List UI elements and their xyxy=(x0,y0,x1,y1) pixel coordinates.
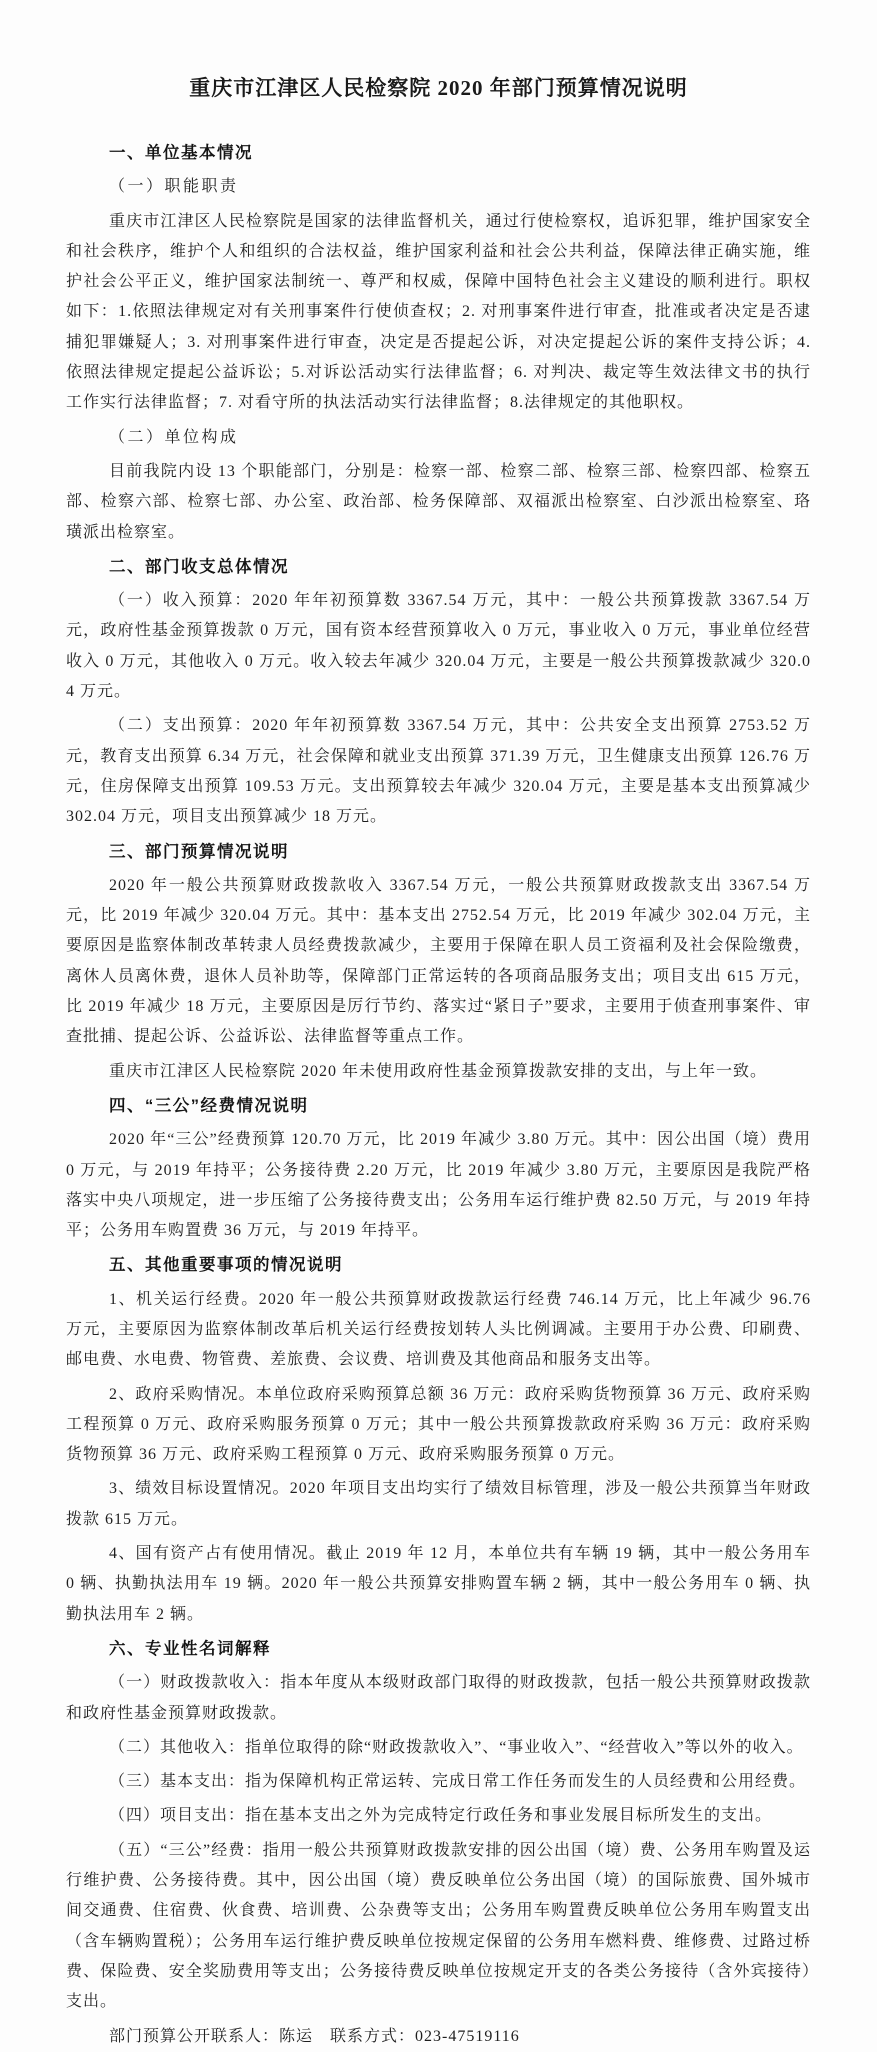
paragraph: 重庆市江津区人民检察院 2020 年未使用政府性基金预算拨款安排的支出，与上年一致。 xyxy=(109,1062,768,1080)
paragraph: （二）其他收入：指单位取得的除“财政拨款收入”、“事业收入”、“经营收入”等以外的收入。 xyxy=(109,1738,804,1756)
paragraph: 2020 年“三公”经费预算 120.70 万元，比 2019 年减少 3.80 万元。其中：因公出国（境）费用 0 万元，与 2019 年持平；公务接待费 2.20 万元，比 2019 年减少 3.80 万元，主要原因是我院严格落实中央八项规定，进一步压缩了公务接待费支出；公务用车运行维护费 82.50 万元，与 2019 年持平；公务用车购置费 36 万元，与 2019 年持平。 xyxy=(66,1131,811,1240)
paragraph: 2020 年一般公共预算财政拨款收入 3367.54 万元，一般公共预算财政拨款支出 3367.54 万元，比 2019 年减少 320.04 万元。其中：基本支出 2752.54 万元，比 2019 年减少 302.04 万元，主要原因是监察体制改革转隶人员经费拨款减少，主要用于保障在职人员工资福利及社会保险缴费，离休人员离休费，退休人员补助等，保障部门正常运转的各项商品服务支出；项目支出 615 万元，比 2019 年减少 18 万元，主要原因是厉行节约、落实过“紧日子”要求，主要用于侦查刑事案件、审查批捕、提起公诉、公益诉讼、法律监督等重点工作。 xyxy=(66,876,811,1046)
paragraph: （一）收入预算：2020 年年初预算数 3367.54 万元，其中：一般公共预算拨款 3367.54 万元，政府性基金预算拨款 0 万元，国有资本经营预算收入 0 万元，事业收入 0 万元，事业单位经营收入 0 万元，其他收入 0 万元。收入较去年减少 320.04 万元，主要是一般公共预算拨款减少 320.04 万元。 xyxy=(66,592,811,701)
paragraph: （一）财政拨款收入：指本年度从本级财政部门取得的财政拨款，包括一般公共预算财政拨款和政府性基金预算财政拨款。 xyxy=(66,1674,811,1722)
document-body xyxy=(66,138,811,2052)
paragraph: 2、政府采购情况。本单位政府采购预算总额 36 万元：政府采购货物预算 36 万元、政府采购工程预算 0 万元、政府采购服务预算 0 万元；其中一般公共预算拨款政府采购 36 万元：政府采购货物预算 36 万元、政府采购工程预算 0 万元、政府采购服务预算 0 万元。 xyxy=(66,1385,811,1464)
paragraph: （四）项目支出：指在基本支出之外为完成特定行政任务和事业发展目标所发生的支出。 xyxy=(109,1807,773,1825)
paragraph: 1、机关运行经费。2020 年一般公共预算财政拨款运行经费 746.14 万元，比上年减少 96.76 万元，主要原因为监察体制改革后机关运行经费按划转人头比例调减。主要用于办公费、印刷费、邮电费、水电费、物管费、差旅费、会议费、培训费及其他商品和服务支出等。 xyxy=(66,1290,811,1369)
section-heading: 二、部门收支总体情况 xyxy=(109,557,289,576)
contact-line: 部门预算公开联系人：陈运 联系方式：023-47519116 xyxy=(109,2027,520,2045)
paragraph: 4、国有资产占有使用情况。截止 2019 年 12 月，本单位共有车辆 19 辆，其中一般公务用车 0 辆、执勤执法用车 19 辆。2020 年一般公共预算安排购置车辆 2 辆，其中一般公务用车 0 辆、执勤执法用车 2 辆。 xyxy=(66,1545,811,1623)
subsection-heading: （一）职能职责 xyxy=(109,178,239,196)
paragraph: （二）支出预算：2020 年年初预算数 3367.54 万元，其中：公共安全支出预算 2753.52 万元，教育支出预算 6.34 万元，社会保障和就业支出预算 371.39 万元，卫生健康支出预算 126.76 万元，住房保障支出预算 109.53 万元。支出预算较去年减少 320.04 万元，主要是基本支出预算减少 302.04 万元，项目支出预算减少 18 万元。 xyxy=(66,717,811,826)
paragraph: （五）“三公”经费：指用一般公共预算财政拨款安排的因公出国（境）费、公务用车购置及运行维护费、公务接待费。其中，因公出国（境）费反映单位公务出国（境）的国际旅费、国外城市间交通费、住宿费、伙食费、培训费、公杂费等支出；公务用车购置费反映单位公务用车购置支出（含车辆购置税）；公务用车运行维护费反映单位按规定保留的公务用车燃料费、维修费、过路过桥费、保险费、安全奖励费用等支出；公务接待费反映单位按规定开支的各类公务接待（含外宾接待）支出。 xyxy=(66,1841,811,2011)
section-heading: 六、专业性名词解释 xyxy=(109,1639,271,1658)
paragraph: 3、绩效目标设置情况。2020 年项目支出均实行了绩效目标管理，涉及一般公共预算当年财政拨款 615 万元。 xyxy=(66,1480,811,1528)
section-heading: 一、单位基本情况 xyxy=(109,144,253,162)
paragraph: （三）基本支出：指为保障机构正常运转、完成日常工作任务而发生的人员经费和公用经费。 xyxy=(109,1773,807,1791)
section-heading: 五、其他重要事项的情况说明 xyxy=(109,1256,343,1275)
document-title: 重庆市江津区人民检察院 2020 年部门预算情况说明 xyxy=(189,76,688,100)
paragraph: 目前我院内设 13 个职能部门，分别是：检察一部、检察二部、检察三部、检察四部、检察五部、检察六部、检察七部、办公室、政治部、检务保障部、双福派出检察室、白沙派出检察室、珞璜派出检察室。 xyxy=(66,462,811,541)
section-heading: 三、部门预算情况说明 xyxy=(109,842,289,861)
section-heading: 四、“三公”经费情况说明 xyxy=(109,1096,309,1115)
subsection-heading: （二）单位构成 xyxy=(109,428,239,446)
paragraph: 重庆市江津区人民检察院是国家的法律监督机关，通过行使检察权，追诉犯罪，维护国家安全和社会秩序，维护个人和组织的合法权益，维护国家利益和社会公共利益，保障法律正确实施，维护社会公平正义，维护国家法制统一、尊严和权威，保障中国特色社会主义建设的顺利进行。职权如下：1.依照法律规定对有关刑事案件行使侦查权；2. 对刑事案件进行审查，批准或者决定是否逮捕犯罪嫌疑人；3. 对刑事案件进行审查，决定是否提起公诉，对决定提起公诉的案件支持公诉；4.依照法律规定提起公益诉讼；5.对诉讼活动实行法律监督；6. 对判决、裁定等生效法律文书的执行工作实行法律监督；7. 对看守所的执法活动实行法律监督；8.法律规定的其他职权。 xyxy=(66,212,811,412)
